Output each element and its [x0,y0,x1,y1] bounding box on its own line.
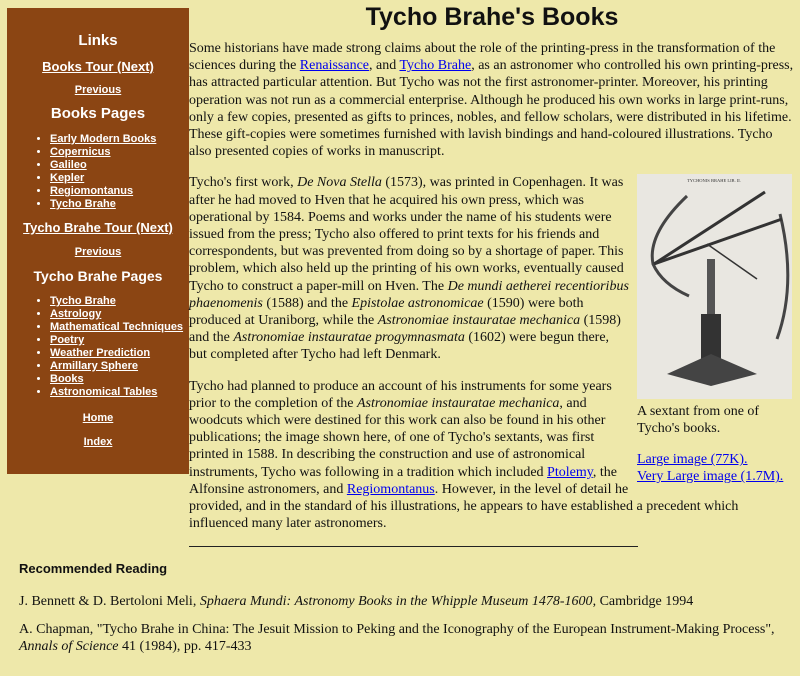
page-title: Tycho Brahe's Books [365,3,619,31]
text: (1573), was printed in Copenhagen. It was after he had moved to Hven that he acquired his own press, which was operational by 1584. Poems and works under the name of his students were issued from the press; Tycho also offered to print texts for his friends and correspondents, but was prevented from doing so by a shortage of paper. This problem, which also held up the printing of his own works, eventually caused Tycho to construct a paper-mill on Hven. The [189,175,624,294]
link-weather-prediction[interactable]: Weather Prediction [50,347,151,359]
journal-title: Annals of Science [19,639,119,655]
renaissance-link[interactable]: Renaissance [299,58,369,74]
book-title: De mundi aetherei recentioribus phaenomenis [189,278,629,311]
tycho-brahe-link[interactable]: Tycho Brahe [399,58,472,74]
link-mathematical-techniques[interactable]: Mathematical Techniques [50,321,184,333]
text: , Cambridge 1994 [592,594,694,610]
books-tour-next-link[interactable]: Books Tour (Next) [42,59,154,74]
book-title: Astronomiae instauratae progymnasmata [233,330,465,346]
book-title: Epistolae astronomicae [351,295,484,311]
reference-bennett [19,593,789,610]
home-link[interactable]: Home [82,412,114,424]
text: (1602) were begun there, but completed after Tycho had left Denmark. [189,330,610,363]
link-galileo[interactable]: Galileo [50,159,87,171]
link-copernicus[interactable]: Copernicus [50,146,111,158]
link-poetry[interactable]: Poetry [50,334,85,346]
text: J. Bennett & D. Bertoloni Meli, [19,594,200,610]
paragraph-intro [189,40,795,160]
link-astronomical-tables[interactable]: Astronomical Tables [50,386,158,398]
text: , and woodcuts which were destined for this work can also be found in his other publications; the image shown here, of one of Tycho's sextants, was first printed in 1588. In describing the construction and use of astronomical instruments, Tycho was following in a tradition which included [189,395,606,480]
text: , as an astronomer who controlled his own printing-press, has attracted particular attention. But Tycho was not the first astronomer-printer. Moreover, his printing operation was not run as a commercial enterprise. Although he produced his own works in large print-runs, only a few copies, presented as gifts to princes, nobles, and fellow scholars, were distributed in his lifetime. These gift-copies were sometimes furnished with lavish bindings and hand-coloured illustrations. Tycho also presented copies of works in manuscript. [189,58,794,160]
text: , and [369,58,400,74]
books-pages-heading: Books Pages [50,105,146,122]
text: , the Alfonsine astronomers, and [189,464,617,497]
link-tycho-brahe-page[interactable]: Tycho Brahe [50,295,116,307]
tycho-pages-heading: Tycho Brahe Pages [33,268,163,284]
tycho-previous-link[interactable]: Previous [74,246,122,258]
books-previous-link[interactable]: Previous [74,84,122,96]
large-image-link[interactable]: Large image (77K). [637,452,748,468]
text: . However, in the level of detail he provided, and in the standard of his illustrations, he appears to have established a precedent which influenced many later astronomers. [189,481,739,532]
sidebar-links [7,8,189,474]
link-books[interactable]: Books [50,373,84,385]
text: 41 (1984), pp. 417-433 [118,639,252,655]
link-kepler[interactable]: Kepler [50,172,85,184]
text: (1590) were both produced at Uraniborg, while the [189,295,584,329]
text: Tycho had planned to produce an account of his instruments for some years prior to the completion of the [189,378,612,411]
main-content [189,8,795,547]
link-regiomontanus[interactable]: Regiomontanus [50,185,134,197]
book-title: Astronomiae instauratae mechanica [356,395,560,411]
very-large-image-link[interactable]: Very Large image (1.7M). [637,469,784,485]
divider [189,546,638,547]
book-title: Sphaera Mundi: Astronomy Books in the Whipple Museum 1478-1600 [199,594,593,610]
link-astrology[interactable]: Astrology [50,308,102,320]
recommended-reading [0,547,800,676]
index-link[interactable]: Index [83,436,113,448]
recommended-reading-heading: Recommended Reading [19,561,168,577]
text: (1598) and the [189,313,621,346]
content-row [0,8,800,547]
text: (1588) and the [262,295,352,311]
link-armillary-sphere[interactable]: Armillary Sphere [50,360,139,372]
ptolemy-link[interactable]: Ptolemy [547,464,593,480]
reference-chapman [19,621,789,655]
link-early-modern-books[interactable]: Early Modern Books [50,133,157,145]
tycho-pages-list [7,295,189,399]
link-tycho-brahe[interactable]: Tycho Brahe [50,198,116,210]
figure-caption: A sextant from one of Tycho's books. [637,404,760,437]
tycho-tour-next-link[interactable]: Tycho Brahe Tour (Next) [23,220,173,235]
sextant-image[interactable] [637,174,792,399]
image-header: TYCHONIS BRAHE LIB. II. [687,178,741,184]
sextant-figure [637,174,793,485]
book-title: De Nova Stella [297,175,382,191]
regiomontanus-link[interactable]: Regiomontanus [346,481,435,497]
text: Some historians have made strong claims about the role of the printing-press in the transformation of the sciences during the [189,41,776,74]
book-title: Astronomiae instauratae mechanica [377,313,581,329]
text: Tycho's first work, [189,175,298,191]
text: A. Chapman, "Tycho Brahe in China: The Jesuit Mission to Peking and the Iconography of the European Instrument-Making Process", [19,622,775,638]
links-heading: Links [78,32,118,49]
books-pages-list [7,133,189,211]
